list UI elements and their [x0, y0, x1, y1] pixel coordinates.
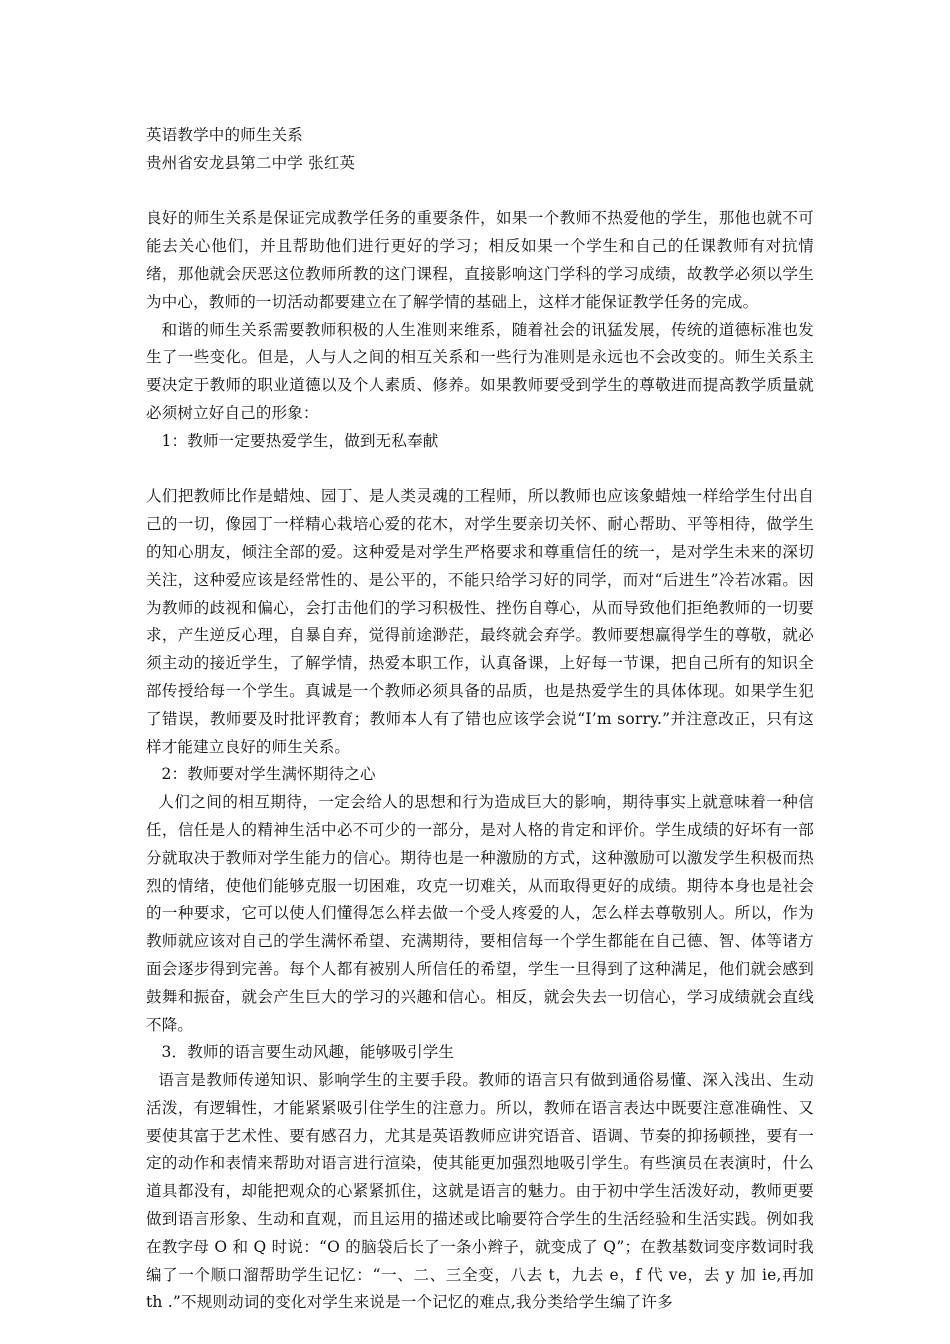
paragraph-intro: 良好的师生关系是保证完成教学任务的重要条件，如果一个教师不热爱他的学生，那他也就不可能去关心他们，并且帮助他们进行更好的学习；相反如果一个学生和自己的任课教师有对抗情绪，那他就会厌恶这位教师所教的这门课程，直接影响这门学科的学习成绩，故教学必须以学生为中心，教师的一切活动都要建立在了解学情的基础上，这样才能保证教学任务的完成。	[146, 209, 814, 311]
paragraph-harmony: 和谐的师生关系需要教师积极的人生准则来维系，随着社会的讯猛发展，传统的道德标准也发生了一些变化。但是，人与人之间的相互关系和一些行为准则是永远也不会改变的。师生关系主要决定于教师的职业道德以及个人素质、修养。如果教师要受到学生的尊敬进而提高教学质量就必须树立好自己的形象：	[146, 320, 814, 422]
section-heading-2: 2：教师要对学生满怀期待之心	[161, 765, 376, 784]
paragraph-love-students: 人们把教师比作是蜡烛、园丁、是人类灵魂的工程师，所以教师也应该象蜡烛一样给学生付出自己的一切，像园丁一样精心栽培心爱的花木，对学生要亲切关怀、耐心帮助、平等相待，做学生的知心朋友，倾注全部的爱。这种爱是对学生严格要求和尊重信任的统一，是对学生未来的深切关注，这种爱应该是经常性的、是公平的，不能只给学习好的同学，而对“后进生”冷若冰霜。因为教师的歧视和偏心，会打击他们的学习积极性、挫伤自尊心，从而导致他们拒绝教师的一切要求，产生逆反心理，自暴自弃，觉得前途渺茫，最终就会弃学。教师要想赢得学生的尊敬，就必须主动的接近学生，了解学情，热爱本职工作，认真备课，上好每一节课，把自己所有的知识全部传授给每一个学生。真诚是一个教师必须具备的品质，也是热爱学生的具体体现。如果学生犯了错误，教师要及时批评教育；教师本人有了错也应该学会说“I’m sorry.”并注意改正，只有这样才能建立良好的师生关系。	[146, 487, 814, 756]
document-title: 英语教学中的师生关系	[146, 126, 304, 144]
section-heading-3: 3．教师的语言要生动风趣，能够吸引学生	[161, 1043, 455, 1062]
paragraph-language: 语言是教师传递知识、影响学生的主要手段。教师的语言只有做到通俗易懂、深入浅出、生动活泼，有逻辑性，才能紧紧吸引住学生的注意力。所以，教师在语言表达中既要注意准确性、又要使其富于艺术性、要有感召力，尤其是英语教师应讲究语音、语调、节奏的抑扬顿挫，要有一定的动作和表情来帮助对语言进行渲染，使其能更加强烈地吸引学生。有些演员在表演时，什么道具都没有，却能把观众的心紧紧抓住，这就是语言的魅力。由于初中学生活泼好动，教师更要做到语言形象、生动和直观，而且运用的描述或比喻要符合学生的生活经验和生活实践。例如我在教字母 O 和 Q 时说：“O 的脑袋后长了一条小辫子，就变成了 Q”；在教基数词变序数词时我编了一个顺口溜帮助学生记忆：“一、二、三全变，八去 t，九去 e，f 代 ve，去 y 加 ie,再加 th .”不规则动词的变化对学生来说是一个记忆的难点,我分类给学生编了许多	[146, 1071, 814, 1312]
section-heading-1: 1：教师一定要热爱学生，做到无私奉献	[161, 431, 439, 450]
document-page	[146, 122, 814, 1317]
paragraph-expectation: 人们之间的相互期待，一定会给人的思想和行为造成巨大的影响，期待事实上就意味着一种信任，信任是人的精神生活中必不可少的一部分，是对人格的肯定和评价。学生成绩的好坏有一部分就取决于教师对学生能力的信心。期待也是一种激励的方式，这种激励可以激发学生积极而热烈的情绪，使他们能够克服一切困难，攻克一切难关，从而取得更好的成绩。期待本身也是社会的一种要求，它可以使人们懂得怎么样去做一个受人疼爱的人，怎么样去尊敬别人。所以，作为教师就应该对自己的学生满怀希望、充满期待，要相信每一个学生都能在自己德、智、体等诸方面会逐步得到完善。每个人都有被别人所信任的希望，学生一旦得到了这种满足，他们就会感到鼓舞和振奋，就会产生巨大的学习的兴趣和信心。相反，就会失去一切信心，学习成绩就会直线不降。	[146, 793, 814, 1034]
blank-line	[146, 456, 814, 484]
blank-line	[146, 178, 814, 206]
author-line: 贵州省安龙县第二中学 张红英	[146, 153, 356, 172]
